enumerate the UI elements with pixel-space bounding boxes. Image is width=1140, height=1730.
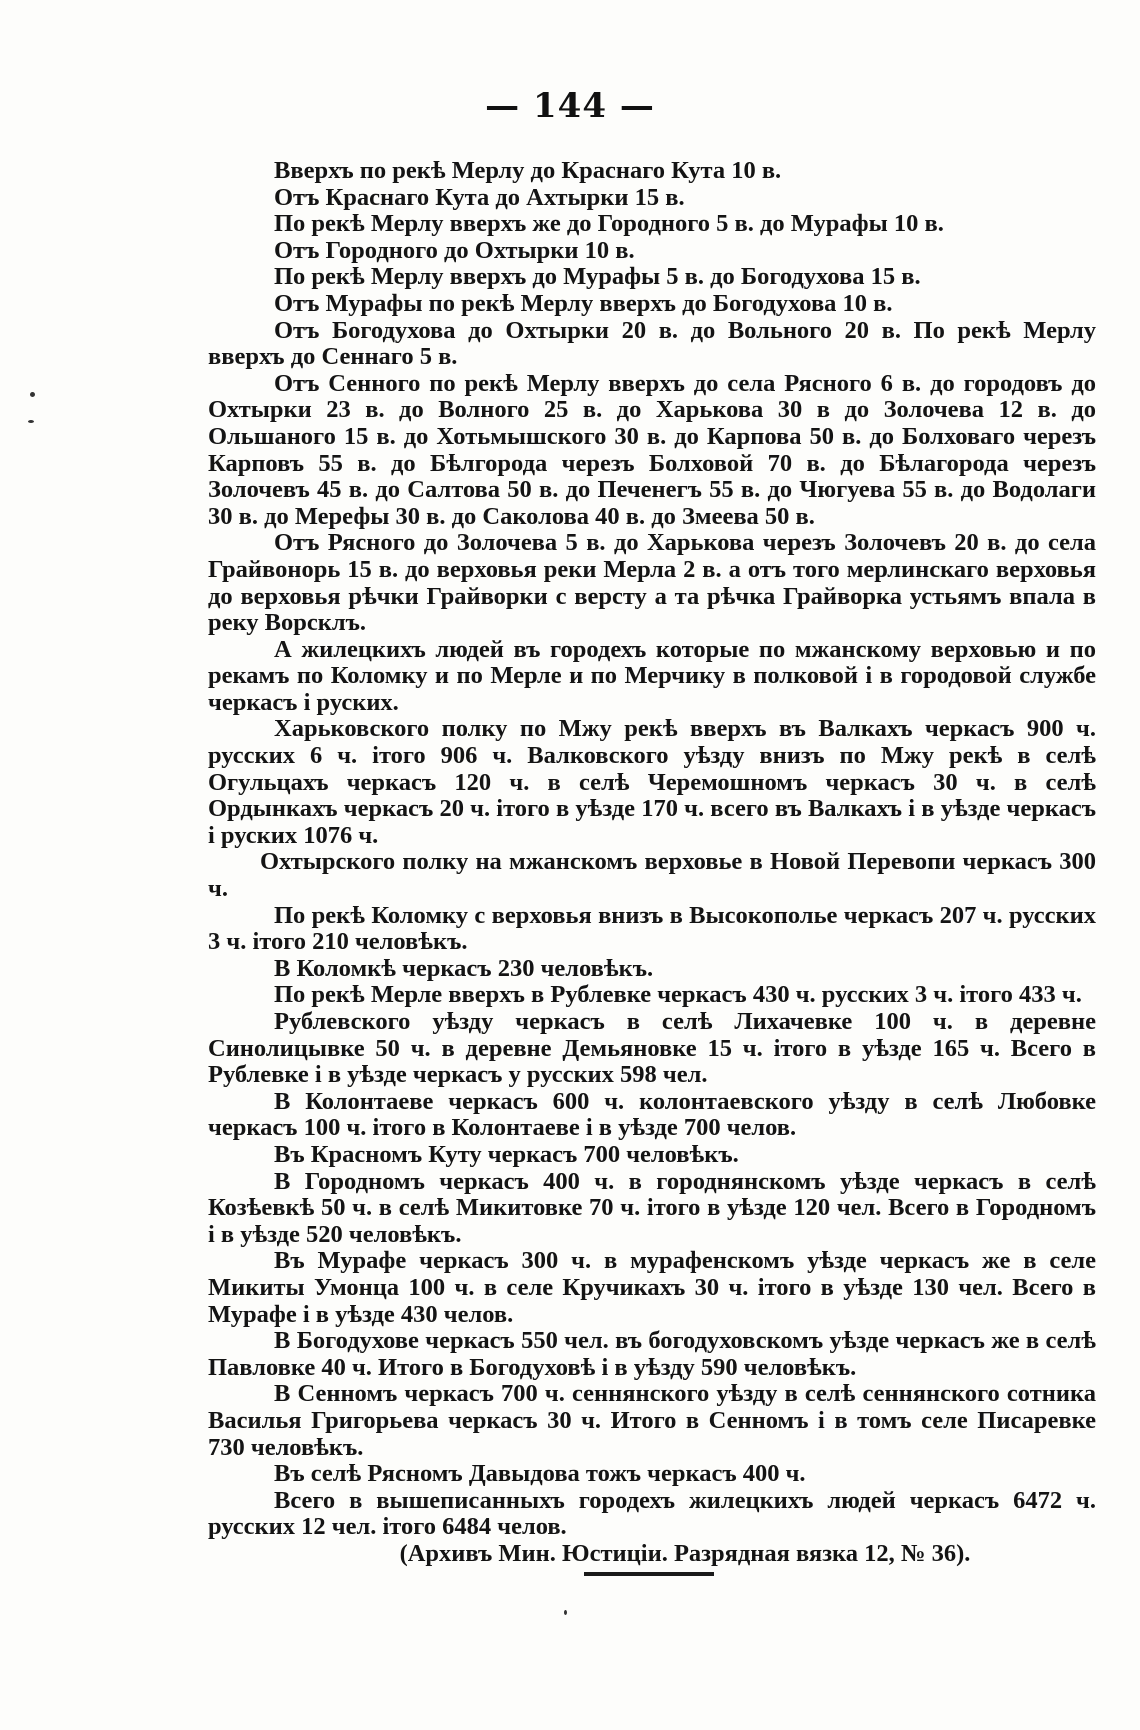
paragraph: В Колонтаеве черкасъ 600 ч. колонтаевского уѣзду в селѣ Любовке черкасъ 100 ч. ітого в Колонтаеве і в уѣзде 700 челов.: [208, 1087, 1096, 1142]
body-text: [208, 158, 1096, 1567]
paragraph: Отъ Мурафы по рекѣ Мерлу вверхъ до Богодухова 10 в.: [274, 289, 893, 317]
paragraph: В Сенномъ черкасъ 700 ч. сеннянского уѣзду в селѣ сеннянского сотника Василья Григорьева черкасъ 30 ч. Итого в Сенномъ і в томъ селе Писаревке 730 человѣкъ.: [208, 1380, 1096, 1461]
paragraph: Охтырского полку на мжанскомъ верховье в Новой Перевопи черкасъ 300 ч.: [208, 848, 1096, 903]
archive-source-citation: (Архивъ Мин. Юстиціи. Разрядная вязка 12, № 36).: [399, 1539, 971, 1567]
paragraph: В Городномъ черкасъ 400 ч. в городнянскомъ уѣзде черкасъ в селѣ Козѣевкѣ 50 ч. в селѣ Микитовке 70 ч. ітого в уѣзде 120 чел. Всего в Городномъ і в уѣзде 520 человѣкъ.: [208, 1167, 1096, 1248]
paragraph: По рекѣ Мерле вверхъ в Рублевке черкасъ 430 ч. русских 3 ч. ітого 433 ч.: [274, 981, 1082, 1009]
paragraph: Харьковского полку по Мжу рекѣ вверхъ въ Валкахъ черкасъ 900 ч. русских 6 ч. ітого 906 ч. Валковского уѣзду внизъ по Мжу рекѣ в селѣ Огульцахъ черкасъ 120 ч. в селѣ Черемошномъ черкасъ 30 ч. в селѣ Ордынкахъ черкасъ 20 ч. ітого в уѣзде 170 ч. всего въ Валкахъ і в уѣзде черкасъ і руских 1076 ч.: [208, 715, 1096, 849]
paragraph: По рекѣ Коломку с верховья внизъ в Высокополье черкасъ 207 ч. русских 3 ч. ітого 210 человѣкъ.: [208, 901, 1096, 956]
paragraph: Всего в вышеписанныхъ городехъ жилецкихъ людей черкасъ 6472 ч. русских 12 чел. ітого 6484 челов.: [208, 1486, 1096, 1541]
scan-speck: [28, 420, 34, 423]
paragraph: А жилецкихъ людей въ городехъ которые по мжанскому верховью и по рекамъ по Коломку и по Мерле и по Мерчику в полковой і в городовой службе черкасъ і руских.: [208, 635, 1096, 716]
paragraph: Отъ Городного до Охтырки 10 в.: [274, 236, 635, 264]
closing-rule: [584, 1572, 714, 1576]
paragraph: Отъ Богодухова до Охтырки 20 в. до Вольного 20 в. По рекѣ Мерлу вверхъ до Сеннаго 5 в.: [208, 316, 1096, 371]
paragraph: Въ Мурафе черкасъ 300 ч. в мурафенскомъ уѣзде черкасъ же в селе Микиты Умонца 100 ч. в селе Кручикахъ 30 ч. ітого в уѣзде 130 чел. Всего в Мурафе і в уѣзде 430 челов.: [208, 1247, 1096, 1328]
paragraph: В Коломкѣ черкасъ 230 человѣкъ.: [274, 954, 654, 982]
scan-speck: [564, 1610, 567, 1615]
paragraph: Рублевского уѣзду черкасъ в селѣ Лихачевке 100 ч. в деревне Синолицывке 50 ч. в деревне Демьяновке 15 ч. ітого в уѣзде 165 ч. Всего в Рублевке і в уѣзде черкасъ у русских 598 чел.: [208, 1008, 1096, 1089]
paragraph: Въ селѣ Рясномъ Давыдова тожъ черкасъ 400 ч.: [274, 1460, 806, 1488]
paragraph: По рекѣ Мерлу вверхъ до Мурафы 5 в. до Богодухова 15 в.: [274, 263, 921, 291]
scan-speck: [30, 392, 35, 397]
paragraph: Вверхъ по рекѣ Мерлу до Краснаго Кута 10 в.: [274, 157, 782, 184]
page-number: — 144 —: [485, 86, 655, 126]
paragraph: Въ Красномъ Куту черкасъ 700 человѣкъ.: [274, 1140, 739, 1168]
paragraph: Отъ Сенного по рекѣ Мерлу вверхъ до села Рясного 6 в. до городовъ до Охтырки 23 в. до Волного 25 в. до Харькова 30 в до Золочева 12 в. до Ольшаного 15 в. до Хотьмышского 30 в. до Карпова 50 в. до Болховаго черезъ Карповъ 55 в. до Бѣлгорода черезъ Болховой 70 в. до Бѣлагорода черезъ Золочевъ 45 в. до Салтова 50 в. до Печенегъ 55 в. до Чюгуева 55 в. до Водолаги 30 в. до Мерефы 30 в. до Саколова 40 в. до Змеева 50 в.: [208, 369, 1096, 530]
paragraph: По рекѣ Мерлу вверхъ же до Городного 5 в. до Мурафы 10 в.: [274, 210, 944, 238]
paragraph: В Богодухове черкасъ 550 чел. въ богодуховскомъ уѣзде черкасъ же в селѣ Павловке 40 ч. Итого в Богодуховѣ і в уѣзду 590 человѣкъ.: [208, 1327, 1096, 1381]
paragraph: Отъ Рясного до Золочева 5 в. до Харькова черезъ Золочевъ 20 в. до села Грайвонорь 15 в. до верховья реки Мерла 2 в. а отъ того мерлинскаго верховья до верховья рѣчки Грайворки с версту а та рѣчка Грайворка устьямъ впала в реку Ворсклъ.: [208, 529, 1096, 637]
paragraph: Отъ Краснаго Кута до Ахтырки 15 в.: [274, 183, 685, 211]
